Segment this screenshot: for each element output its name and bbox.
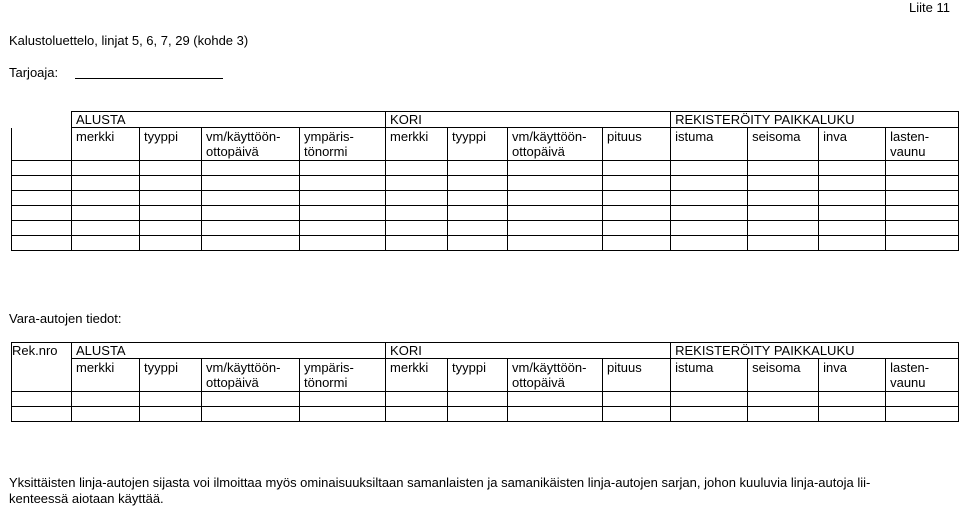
table-cell[interactable] [12,236,72,251]
col-ymparisto: ympäris- tönormi [300,128,386,161]
table-cell[interactable] [140,191,202,206]
table-cell[interactable] [886,206,959,221]
table-cell[interactable] [819,236,886,251]
table-row [12,392,959,407]
table-cell[interactable] [819,221,886,236]
table-cell[interactable] [72,221,140,236]
table-cell[interactable] [748,407,819,422]
table-cell[interactable] [202,407,300,422]
table-row [12,206,959,221]
table-cell[interactable] [671,236,748,251]
col-merkki [72,128,140,161]
table-cell[interactable] [508,392,603,407]
col-ymparisto: ympäris- tönormi [300,359,386,392]
table-cell[interactable] [300,236,386,251]
table-cell[interactable] [140,206,202,221]
row-label-cell [12,359,72,392]
table-cell[interactable] [202,161,300,176]
table-cell[interactable] [12,392,72,407]
table-cell[interactable] [819,206,886,221]
table-cell[interactable] [748,221,819,236]
table-cell[interactable] [819,407,886,422]
col-tyyppi [140,128,202,161]
table-cell[interactable] [386,392,448,407]
table-cell[interactable] [386,221,448,236]
table-cell[interactable] [72,206,140,221]
table-cell[interactable] [448,236,508,251]
table-cell[interactable] [508,221,603,236]
table-cell[interactable] [386,236,448,251]
table-cell[interactable] [886,236,959,251]
table-cell[interactable] [140,407,202,422]
table-cell[interactable] [603,191,671,206]
col-rek-nro: Rek.nro [12,343,72,359]
table-cell[interactable] [140,176,202,191]
table-cell[interactable] [140,392,202,407]
bidder-label: Tarjoaja: [9,65,59,80]
table-cell[interactable] [603,206,671,221]
attachment-label: Liite 11 [909,0,950,15]
group-registered-seats: REKISTERÖITY PAIKKALUKU [671,343,959,359]
reserve-vehicles-label: Vara-autojen tiedot: [9,311,122,326]
table-row [12,236,959,251]
group-registered-seats: REKISTERÖITY PAIKKALUKU [671,112,959,128]
table-cell[interactable] [386,176,448,191]
table-cell[interactable] [140,161,202,176]
table-cell[interactable] [12,407,72,422]
group-kori: KORI [386,343,671,359]
table-cell[interactable] [603,161,671,176]
col-pituus: pituus [603,128,671,161]
table-cell[interactable] [671,407,748,422]
table-cell[interactable] [671,161,748,176]
table-cell[interactable] [300,161,386,176]
col-kori-vm: vm/käyttöön- ottopäivä [508,359,603,392]
col-istuma: istuma [671,128,748,161]
table-cell[interactable] [748,176,819,191]
page-title: Kalustoluettelo, linjat 5, 6, 7, 29 (kohde 3) [9,33,249,48]
table-cell[interactable] [886,392,959,407]
table-cell[interactable] [72,191,140,206]
table-cell[interactable] [386,407,448,422]
table-cell[interactable] [386,161,448,176]
col-kori-tyyppi: tyyppi [448,128,508,161]
table-cell[interactable] [448,407,508,422]
table-cell[interactable] [300,221,386,236]
table-cell[interactable] [72,392,140,407]
col-inva: inva [819,128,886,161]
table-cell[interactable] [508,161,603,176]
table-cell[interactable] [819,392,886,407]
col-kori-tyyppi: tyyppi [448,359,508,392]
table-cell[interactable] [202,392,300,407]
table-cell[interactable] [603,176,671,191]
group-alusta: ALUSTA [72,343,386,359]
table-cell[interactable] [12,176,72,191]
col-istuma: istuma [671,359,748,392]
table-cell[interactable] [603,221,671,236]
col-tyyppi-text: tyyppi [144,129,178,144]
table-cell[interactable] [202,191,300,206]
table-cell[interactable] [72,407,140,422]
table-cell[interactable] [508,206,603,221]
col-inva: inva [819,359,886,392]
table-cell[interactable] [448,221,508,236]
table-cell[interactable] [12,161,72,176]
footnote: Yksittäisten linja-autojen sijasta voi ilmoittaa myös ominaisuuksiltaan samanlaisten ja samanikäisten linja-autojen sarjan, johon kuuluvia linja-autoja lii- kenteessä aiotaan käyttää. [9,475,871,506]
table-cell[interactable] [748,206,819,221]
table-cell[interactable] [508,236,603,251]
col-lasten: lasten- vaunu [886,128,959,161]
table-cell[interactable] [448,392,508,407]
table-cell[interactable] [72,161,140,176]
table-cell[interactable] [819,176,886,191]
reserve-table [11,342,959,422]
table-cell[interactable] [748,161,819,176]
table-cell[interactable] [508,407,603,422]
table-cell[interactable] [12,221,72,236]
group-alusta: ALUSTA [72,112,386,128]
table-cell[interactable] [603,407,671,422]
blank-corner [12,112,72,128]
col-vm: vm/käyttöön- ottopäivä [202,128,300,161]
table-cell[interactable] [300,392,386,407]
col-pituus: pituus [603,359,671,392]
group-kori: KORI [386,112,671,128]
table-cell[interactable] [202,176,300,191]
table-cell[interactable] [140,221,202,236]
table-cell[interactable] [671,176,748,191]
table-cell[interactable] [671,191,748,206]
table-cell[interactable] [819,191,886,206]
table-cell[interactable] [72,236,140,251]
table-cell[interactable] [508,176,603,191]
table-cell[interactable] [748,191,819,206]
col-seisoma: seisoma [748,359,819,392]
table-cell[interactable] [300,407,386,422]
table-cell[interactable] [886,221,959,236]
col-seisoma: seisoma [748,128,819,161]
table-cell[interactable] [202,206,300,221]
table-cell[interactable] [886,176,959,191]
table-cell[interactable] [72,176,140,191]
col-vm: vm/käyttöön- ottopäivä [202,359,300,392]
table-cell[interactable] [386,191,448,206]
table-cell[interactable] [300,206,386,221]
table-cell[interactable] [12,191,72,206]
bidder-input-line[interactable] [75,78,223,79]
table-cell[interactable] [819,161,886,176]
table-cell[interactable] [671,392,748,407]
table-cell[interactable] [448,176,508,191]
table-row [12,176,959,191]
table-cell[interactable] [448,191,508,206]
table-cell[interactable] [748,392,819,407]
col-lasten: lasten- vaunu [886,359,959,392]
row-label-cell [12,128,72,161]
table-cell[interactable] [508,191,603,206]
col-kori-merkki: merkki [386,359,448,392]
col-merkki: merkki [72,359,140,392]
col-kori-vm: vm/käyttöön- ottopäivä [508,128,603,161]
col-tyyppi: tyyppi [140,359,202,392]
table-cell[interactable] [140,236,202,251]
table-cell[interactable] [671,206,748,221]
table-cell[interactable] [886,191,959,206]
table-cell[interactable] [202,236,300,251]
table-row [12,191,959,206]
col-merkki-text: merkki [76,129,115,144]
table-cell[interactable] [603,236,671,251]
table-cell[interactable] [448,161,508,176]
table-cell[interactable] [12,206,72,221]
table-cell[interactable] [300,191,386,206]
table-row [12,161,959,176]
table-cell[interactable] [386,206,448,221]
table-cell[interactable] [671,221,748,236]
col-kori-merkki: merkki [386,128,448,161]
table-cell[interactable] [886,407,959,422]
table-cell[interactable] [748,236,819,251]
table-cell[interactable] [603,392,671,407]
table-cell[interactable] [448,206,508,221]
table-cell[interactable] [300,176,386,191]
table-cell[interactable] [886,161,959,176]
table-row [12,407,959,422]
fleet-table [11,111,959,251]
table-row [12,221,959,236]
table-cell[interactable] [202,221,300,236]
